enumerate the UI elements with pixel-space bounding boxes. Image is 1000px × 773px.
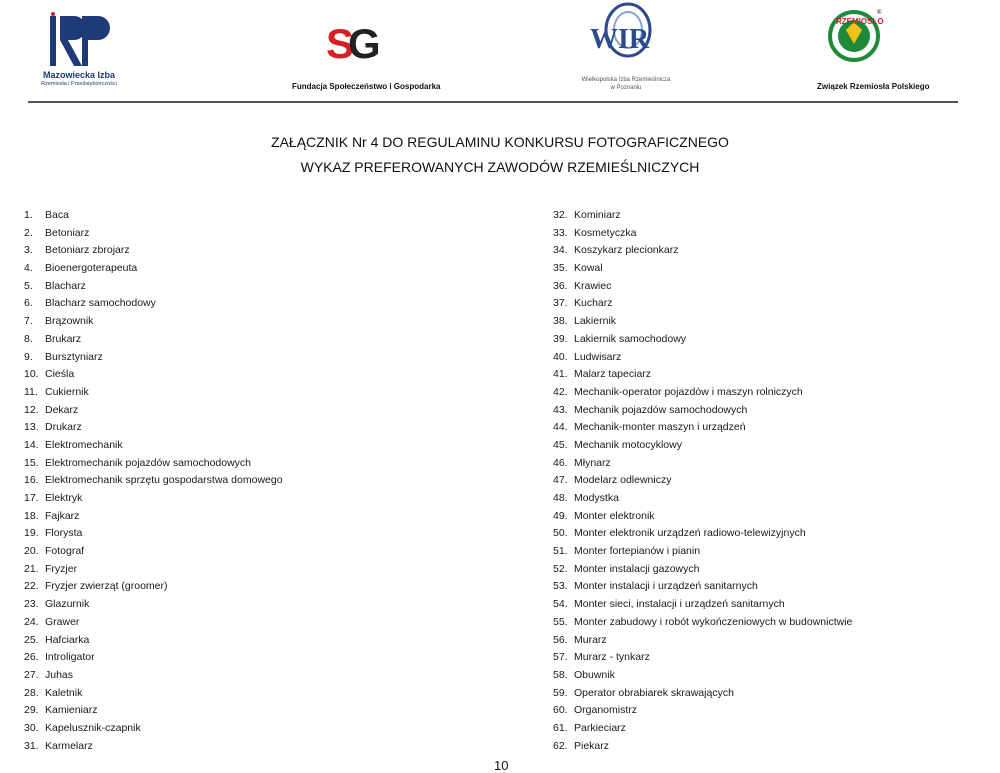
list-item [553, 278, 852, 296]
list-item-number: 55. [553, 615, 568, 628]
wir-caption-line2: w Poznaniu [610, 85, 642, 91]
list-item-number: 53. [553, 580, 568, 593]
logo-caption-line2: Rzemiosła i Przedsiębiorczości [41, 81, 117, 87]
list-item-number: 22. [24, 580, 39, 593]
professions-list-left [24, 207, 283, 755]
list-item-number: 3. [24, 244, 33, 257]
list-item [553, 720, 852, 738]
list-item [553, 525, 852, 543]
list-item [553, 207, 852, 225]
list-item [553, 472, 852, 490]
list-item-label: Elektromechanik [45, 438, 123, 451]
list-item [553, 578, 852, 596]
list-item-label: Organomistrz [574, 704, 638, 717]
page-header [0, 0, 960, 104]
list-item [24, 490, 283, 508]
list-item-label: Koszykarz plecionkarz [574, 244, 679, 257]
list-item [24, 225, 283, 243]
list-item-label: Blacharz samochodowy [45, 297, 156, 310]
list-item-number: 50. [553, 527, 568, 540]
list-item-label: Monter fortepianów i pianin [574, 545, 701, 558]
list-item [24, 402, 283, 420]
list-item [24, 632, 283, 650]
zrp-logo [828, 6, 884, 66]
list-item-label: Kosmetyczka [574, 226, 637, 239]
list-item-number: 30. [24, 721, 39, 734]
list-item-number: 45. [553, 438, 568, 451]
list-item-number: 54. [553, 598, 568, 611]
list-item-label: Introligator [45, 651, 95, 664]
list-item [24, 543, 283, 561]
sg-logo-mark: S [326, 20, 355, 67]
list-item-label: Betoniarz [45, 226, 90, 239]
list-item [553, 331, 852, 349]
list-item-label: Murarz [574, 633, 607, 646]
list-item-number: 43. [553, 403, 568, 416]
list-item-number: 33. [553, 226, 568, 239]
list-item [553, 596, 852, 614]
list-item-label: Lakiernik [574, 315, 617, 328]
list-item [24, 472, 283, 490]
list-item [553, 632, 852, 650]
list-item-label: Elektromechanik pojazdów samochodowych [45, 456, 252, 469]
list-item-number: 16. [24, 474, 39, 487]
list-item [553, 667, 852, 685]
list-item [553, 543, 852, 561]
list-item-label: Modelarz odlewniczy [574, 474, 672, 487]
list-item-number: 10. [24, 368, 39, 381]
list-item [24, 207, 283, 225]
list-item-number: 9. [24, 350, 33, 363]
wir-caption-line1: Wielkopolska Izba Rzemieślnicza [581, 77, 671, 83]
list-item-number: 11. [24, 385, 38, 398]
list-item [553, 419, 852, 437]
zrp-logo-text: RZEMIOSŁO [836, 17, 884, 26]
list-item-number: 52. [553, 562, 568, 575]
list-item-number: 29. [24, 704, 39, 717]
list-item-label: Młynarz [574, 456, 611, 469]
list-item [24, 578, 283, 596]
list-item [24, 366, 283, 384]
list-item-number: 28. [24, 686, 39, 699]
mazowiecka-izba-logo [48, 12, 110, 68]
list-item-label: Bursztyniarz [45, 350, 103, 363]
list-item [24, 384, 283, 402]
list-item-label: Dekarz [45, 403, 79, 416]
list-item-label: Kapelusznik-czapnik [45, 721, 141, 734]
list-item-label: Mechanik pojazdów samochodowych [574, 403, 748, 416]
list-item-number: 5. [24, 279, 33, 292]
list-item [24, 649, 283, 667]
fundacja-sg-logo [326, 16, 381, 67]
list-item-label: Piekarz [574, 739, 610, 752]
list-item-number: 36. [553, 279, 568, 292]
list-item-number: 59. [553, 686, 568, 699]
list-item [24, 349, 283, 367]
list-item-label: Cieśla [45, 368, 75, 381]
list-item-label: Monter sieci, instalacji i urządzeń sanitarnych [574, 598, 785, 611]
list-item-number: 57. [553, 651, 568, 664]
list-item-label: Monter zabudowy i robót wykończeniowych w budownictwie [574, 615, 853, 628]
list-item-label: Juhas [45, 668, 74, 681]
list-item-number: 1. [24, 209, 33, 221]
list-item-label: Fajkarz [45, 509, 80, 522]
list-item-label: Monter instalacji gazowych [574, 562, 700, 575]
list-item [24, 242, 283, 260]
list-item [553, 614, 852, 632]
list-item [553, 366, 852, 384]
list-item-label: Brązownik [45, 315, 94, 328]
list-item-label: Krawiec [574, 279, 612, 292]
list-item-number: 8. [24, 332, 33, 345]
list-item [24, 295, 283, 313]
list-item-label: Betoniarz zbrojarz [45, 244, 130, 257]
list-item [24, 313, 283, 331]
list-item-number: 60. [553, 704, 568, 717]
list-item-label: Monter instalacji i urządzeń sanitarnych [574, 580, 758, 593]
list-item-label: Cukiernik [45, 385, 89, 398]
list-item-number: 47. [553, 474, 568, 487]
page-number: 10 [494, 758, 509, 773]
list-item [24, 596, 283, 614]
svg-text:®: ® [877, 10, 882, 16]
list-item-label: Bioenergoterapeuta [45, 262, 138, 275]
list-item-number: 24. [24, 615, 39, 628]
list-item [553, 738, 852, 756]
list-item-label: Ludwisarz [574, 350, 622, 363]
list-item-number: 15. [24, 456, 39, 469]
list-item [24, 455, 283, 473]
list-item [553, 295, 852, 313]
list-item [24, 437, 283, 455]
list-item-number: 13. [24, 421, 39, 434]
list-item-number: 48. [553, 492, 568, 504]
list-item-number: 61. [553, 721, 568, 734]
list-item-number: 40. [553, 350, 568, 363]
list-item-label: Glazurnik [45, 598, 90, 611]
list-item-label: Baca [45, 209, 69, 221]
list-item-label: Parkieciarz [574, 721, 626, 734]
list-item [553, 437, 852, 455]
list-item-label: Mechanik-monter maszyn i urządzeń [574, 421, 746, 434]
list-item-number: 42. [553, 385, 568, 398]
list-item [553, 685, 852, 703]
list-item-number: 26. [24, 651, 39, 664]
list-item-label: Operator obrabiarek skrawających [574, 686, 734, 699]
list-item-label: Obuwnik [574, 668, 615, 681]
wir-logo [586, 2, 658, 70]
professions-list-right [553, 207, 852, 755]
list-item [553, 225, 852, 243]
list-item-number: 58. [553, 668, 568, 681]
list-item [553, 490, 852, 508]
list-item-label: Monter elektronik urządzeń radiowo-telewizyjnych [574, 527, 806, 540]
list-item [553, 561, 852, 579]
list-item-number: 12. [24, 403, 39, 416]
list-item-number: 21. [24, 562, 39, 575]
list-item-number: 34. [553, 244, 568, 257]
list-item-label: Modystka [574, 492, 619, 504]
sg-logo-mark-g: G [348, 20, 381, 67]
list-item [553, 349, 852, 367]
fundacja-caption: Fundacja Społeczeństwo i Gospodarka [292, 82, 441, 91]
list-item [553, 384, 852, 402]
list-item [24, 738, 283, 756]
list-item [24, 508, 283, 526]
list-item-label: Fotograf [45, 545, 85, 558]
list-item-label: Murarz - tynkarz [574, 651, 650, 664]
list-item-number: 37. [553, 297, 568, 310]
list-item-label: Kowal [574, 262, 603, 275]
list-item [553, 455, 852, 473]
list-item-label: Mechanik motocyklowy [574, 438, 682, 451]
list-item-label: Lakiernik samochodowy [574, 332, 687, 345]
list-item-number: 6. [24, 297, 33, 310]
list-item-label: Kamieniarz [45, 704, 98, 717]
list-item [24, 614, 283, 632]
list-item [553, 649, 852, 667]
list-item [24, 419, 283, 437]
list-item-number: 20. [24, 545, 39, 558]
document-title: ZAŁĄCZNIK Nr 4 DO REGULAMINU KONKURSU FOTOGRAFICZNEGO [271, 134, 729, 150]
list-item-label: Fryzjer [45, 562, 78, 575]
list-item [553, 702, 852, 720]
list-item-number: 19. [24, 527, 39, 540]
list-item [24, 685, 283, 703]
list-item [24, 331, 283, 349]
list-item-label: Karmelarz [45, 739, 93, 752]
list-item-number: 32. [553, 209, 568, 221]
list-item-label: Monter elektronik [574, 509, 655, 522]
list-item [24, 702, 283, 720]
wir-caption [580, 76, 672, 92]
list-item [553, 402, 852, 420]
list-item-label: Grawer [45, 615, 80, 628]
list-item-label: Elektromechanik sprzętu gospodarstwa domowego [45, 474, 283, 487]
list-item [24, 561, 283, 579]
list-item-number: 7. [24, 315, 33, 328]
list-item-number: 18. [24, 509, 39, 522]
list-item-label: Elektryk [45, 492, 83, 504]
list-item [553, 260, 852, 278]
list-item [24, 260, 283, 278]
list-item-number: 14. [24, 438, 39, 451]
document-subtitle: WYKAZ PREFEROWANYCH ZAWODÓW RZEMIEŚLNICZYCH [300, 159, 700, 175]
list-item [24, 525, 283, 543]
list-item-label: Fryzjer zwierząt (groomer) [45, 580, 168, 593]
list-item-number: 56. [553, 633, 568, 646]
list-item-label: Florysta [45, 527, 83, 540]
list-item-number: 4. [24, 262, 33, 275]
list-item-number: 38. [553, 315, 568, 328]
list-item-label: Kaletnik [45, 686, 83, 699]
list-item [24, 720, 283, 738]
list-item-number: 31. [24, 739, 39, 752]
list-item-number: 25. [24, 633, 39, 646]
list-item-number: 17. [24, 492, 39, 504]
list-item-number: 23. [24, 598, 39, 611]
zrp-caption: Związek Rzemiosła Polskiego [817, 82, 930, 91]
list-item [553, 313, 852, 331]
header-divider [28, 101, 958, 103]
list-item-number: 39. [553, 332, 568, 345]
list-item [553, 508, 852, 526]
list-item-label: Drukarz [45, 421, 82, 434]
list-item-number: 35. [553, 262, 568, 275]
list-item-number: 51. [553, 545, 568, 558]
list-item-number: 27. [24, 668, 39, 681]
list-item [553, 242, 852, 260]
svg-text:WIR: WIR [590, 24, 650, 55]
list-item-label: Kominiarz [574, 209, 621, 221]
list-item-label: Malarz tapeciarz [574, 368, 652, 381]
list-item-number: 41. [553, 368, 568, 381]
logo-caption-line1: Mazowiecka Izba [42, 70, 116, 80]
list-item-label: Blacharz [45, 279, 86, 292]
list-item-number: 2. [24, 226, 33, 239]
list-item-label: Hafciarka [45, 633, 90, 646]
list-item [24, 667, 283, 685]
mazowiecka-izba-caption [34, 70, 124, 87]
list-item-number: 62. [553, 739, 568, 752]
list-item-number: 44. [553, 421, 568, 434]
list-item-number: 49. [553, 509, 568, 522]
list-item-label: Kucharz [574, 297, 613, 310]
list-item-label: Brukarz [45, 332, 82, 345]
list-item-number: 46. [553, 456, 568, 469]
list-item-label: Mechanik-operator pojazdów i maszyn rolniczych [574, 385, 803, 398]
list-item [24, 278, 283, 296]
